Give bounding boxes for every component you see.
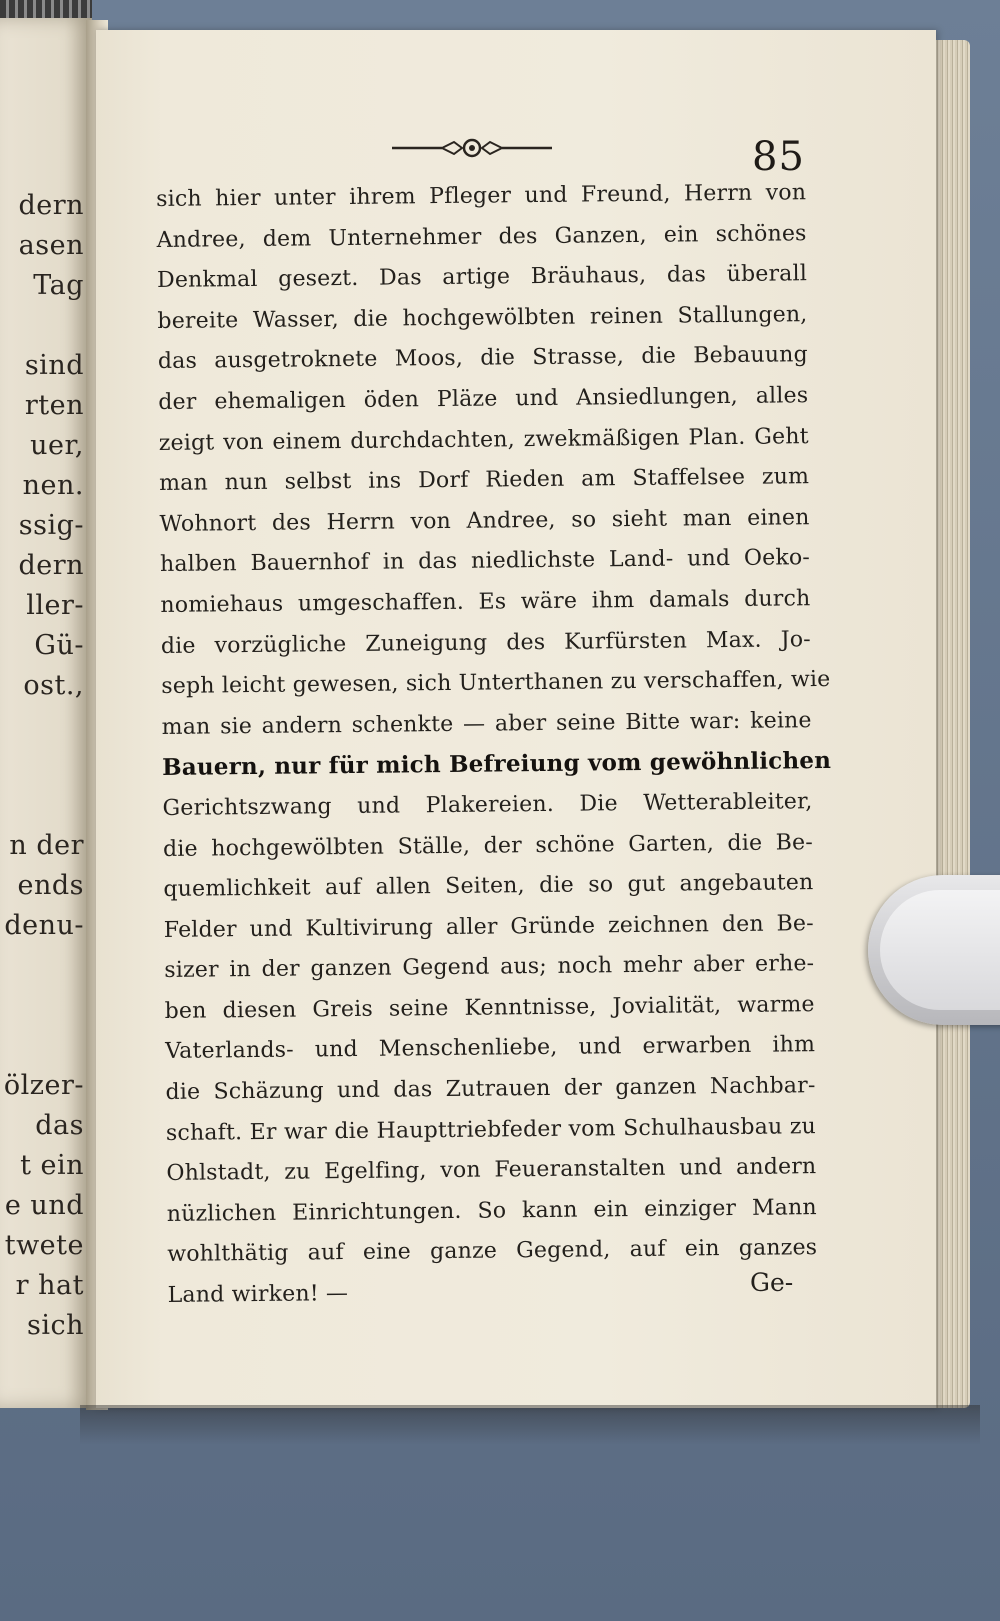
text-line: halben Bauernhof in das niedlichste Land- und Oeko- bbox=[159, 545, 811, 578]
text-line: Wohnort des Herrn von Andree, so sieht man einen bbox=[159, 504, 810, 537]
text-line: die vorzügliche Zuneigung des Kurfürsten Max. Jo- bbox=[160, 626, 811, 659]
text-line: Ohlstadt, zu Egelfing, von Feueranstalten und andern bbox=[166, 1154, 817, 1187]
text-line: zeigt von einem durchdachten, zwekmäßigen Plan. Geht bbox=[158, 423, 809, 456]
left-fragment: das bbox=[35, 1110, 84, 1141]
left-fragment: dern bbox=[18, 550, 84, 581]
left-fragment: nen. bbox=[22, 470, 84, 501]
text-line: nomiehaus umgeschaffen. Es wäre ihm damals durch bbox=[160, 586, 811, 618]
left-fragment: e und bbox=[4, 1190, 84, 1221]
text-line: das ausgetroknete Moos, die Strasse, die Bebauung bbox=[157, 342, 808, 375]
book-clip-inner bbox=[880, 890, 1000, 1010]
text-line: seph leicht gewesen, sich Unterthanen zu verschaffen, wie bbox=[161, 667, 831, 700]
left-fragment: ssig- bbox=[18, 510, 84, 541]
text-line: bereite Wasser, die hochgewölbten reinen Stallungen, bbox=[157, 301, 808, 334]
page-number: 85 bbox=[752, 134, 805, 180]
left-fragment: Tag bbox=[33, 270, 84, 301]
text-line: schaft. Er war die Haupttriebfeder vom Schulhausbau zu bbox=[165, 1113, 817, 1146]
text-line: ben diesen Greis seine Kenntnisse, Jovialität, warme bbox=[164, 992, 815, 1024]
text-line: sich hier unter ihrem Pfleger und Freund, Herrn von bbox=[156, 180, 807, 212]
left-fragment: uer, bbox=[30, 430, 84, 461]
page-bottom-shadow bbox=[80, 1405, 980, 1445]
catchword: Ge- bbox=[750, 1268, 794, 1297]
left-fragment: ölzer- bbox=[3, 1070, 84, 1101]
page-edge-stack bbox=[930, 40, 970, 1408]
text-line: Vaterlands- und Menschenliebe, und erwarben ihm bbox=[165, 1032, 816, 1065]
left-fragment: t ein bbox=[20, 1150, 84, 1181]
text-line: Land wirken! — bbox=[167, 1281, 349, 1308]
text-line: quemlichkeit auf allen Seiten, die so gut angebauten bbox=[163, 870, 814, 903]
text-line: wohlthätig auf eine ganze Gegend, auf ein ganzes bbox=[167, 1235, 818, 1268]
left-fragment: rten bbox=[24, 390, 84, 421]
text-line: der ehemaligen öden Pläze und Ansiedlungen, alles bbox=[158, 383, 809, 415]
text-line: Felder und Kultivirung aller Gründe zeichnen den Be- bbox=[163, 910, 814, 943]
left-fragment: dern bbox=[18, 190, 84, 221]
left-fragment: ends bbox=[17, 870, 84, 901]
rule-ornament-icon bbox=[392, 136, 552, 160]
left-fragment: ller- bbox=[26, 590, 84, 621]
body-text bbox=[156, 173, 832, 1316]
text-line: die hochgewölbten Ställe, der schöne Garten, die Be- bbox=[162, 829, 814, 862]
text-line-emphasis: Bauern, nur für mich Befreiung vom gewöhnlichen bbox=[162, 747, 832, 782]
left-fragment: Gü- bbox=[34, 630, 84, 661]
text-line: die Schäzung und das Zutrauen der ganzen Nachbar- bbox=[165, 1073, 816, 1106]
left-fragment: ost., bbox=[23, 670, 84, 701]
text-line: nüzlichen Einrichtungen. So kann ein einziger Mann bbox=[166, 1194, 817, 1227]
text-line: man nun selbst ins Dorf Rieden am Staffelsee zum bbox=[159, 464, 810, 497]
left-fragment: denu- bbox=[4, 910, 84, 941]
left-fragment: twete bbox=[4, 1230, 84, 1261]
text-line: sizer in der ganzen Gegend aus; noch mehr aber erhe- bbox=[164, 951, 815, 984]
left-fragment: sind bbox=[24, 350, 84, 381]
text-line: man sie andern schenkte — aber seine Bitte war: keine bbox=[161, 707, 812, 740]
left-fragment: asen bbox=[18, 230, 84, 261]
text-line: Denkmal gesezt. Das artige Bräuhaus, das überall bbox=[156, 261, 808, 294]
left-fragment: sich bbox=[26, 1310, 84, 1341]
left-fragment: n der bbox=[9, 830, 84, 861]
left-fragment: r hat bbox=[15, 1270, 84, 1301]
previous-page-edge bbox=[0, 18, 92, 1408]
left-edge-binding bbox=[0, 0, 92, 18]
text-line: Andree, dem Unternehmer des Ganzen, ein schönes bbox=[156, 220, 807, 253]
text-line: Gerichtszwang und Plakereien. Die Wetterableiter, bbox=[162, 789, 813, 821]
